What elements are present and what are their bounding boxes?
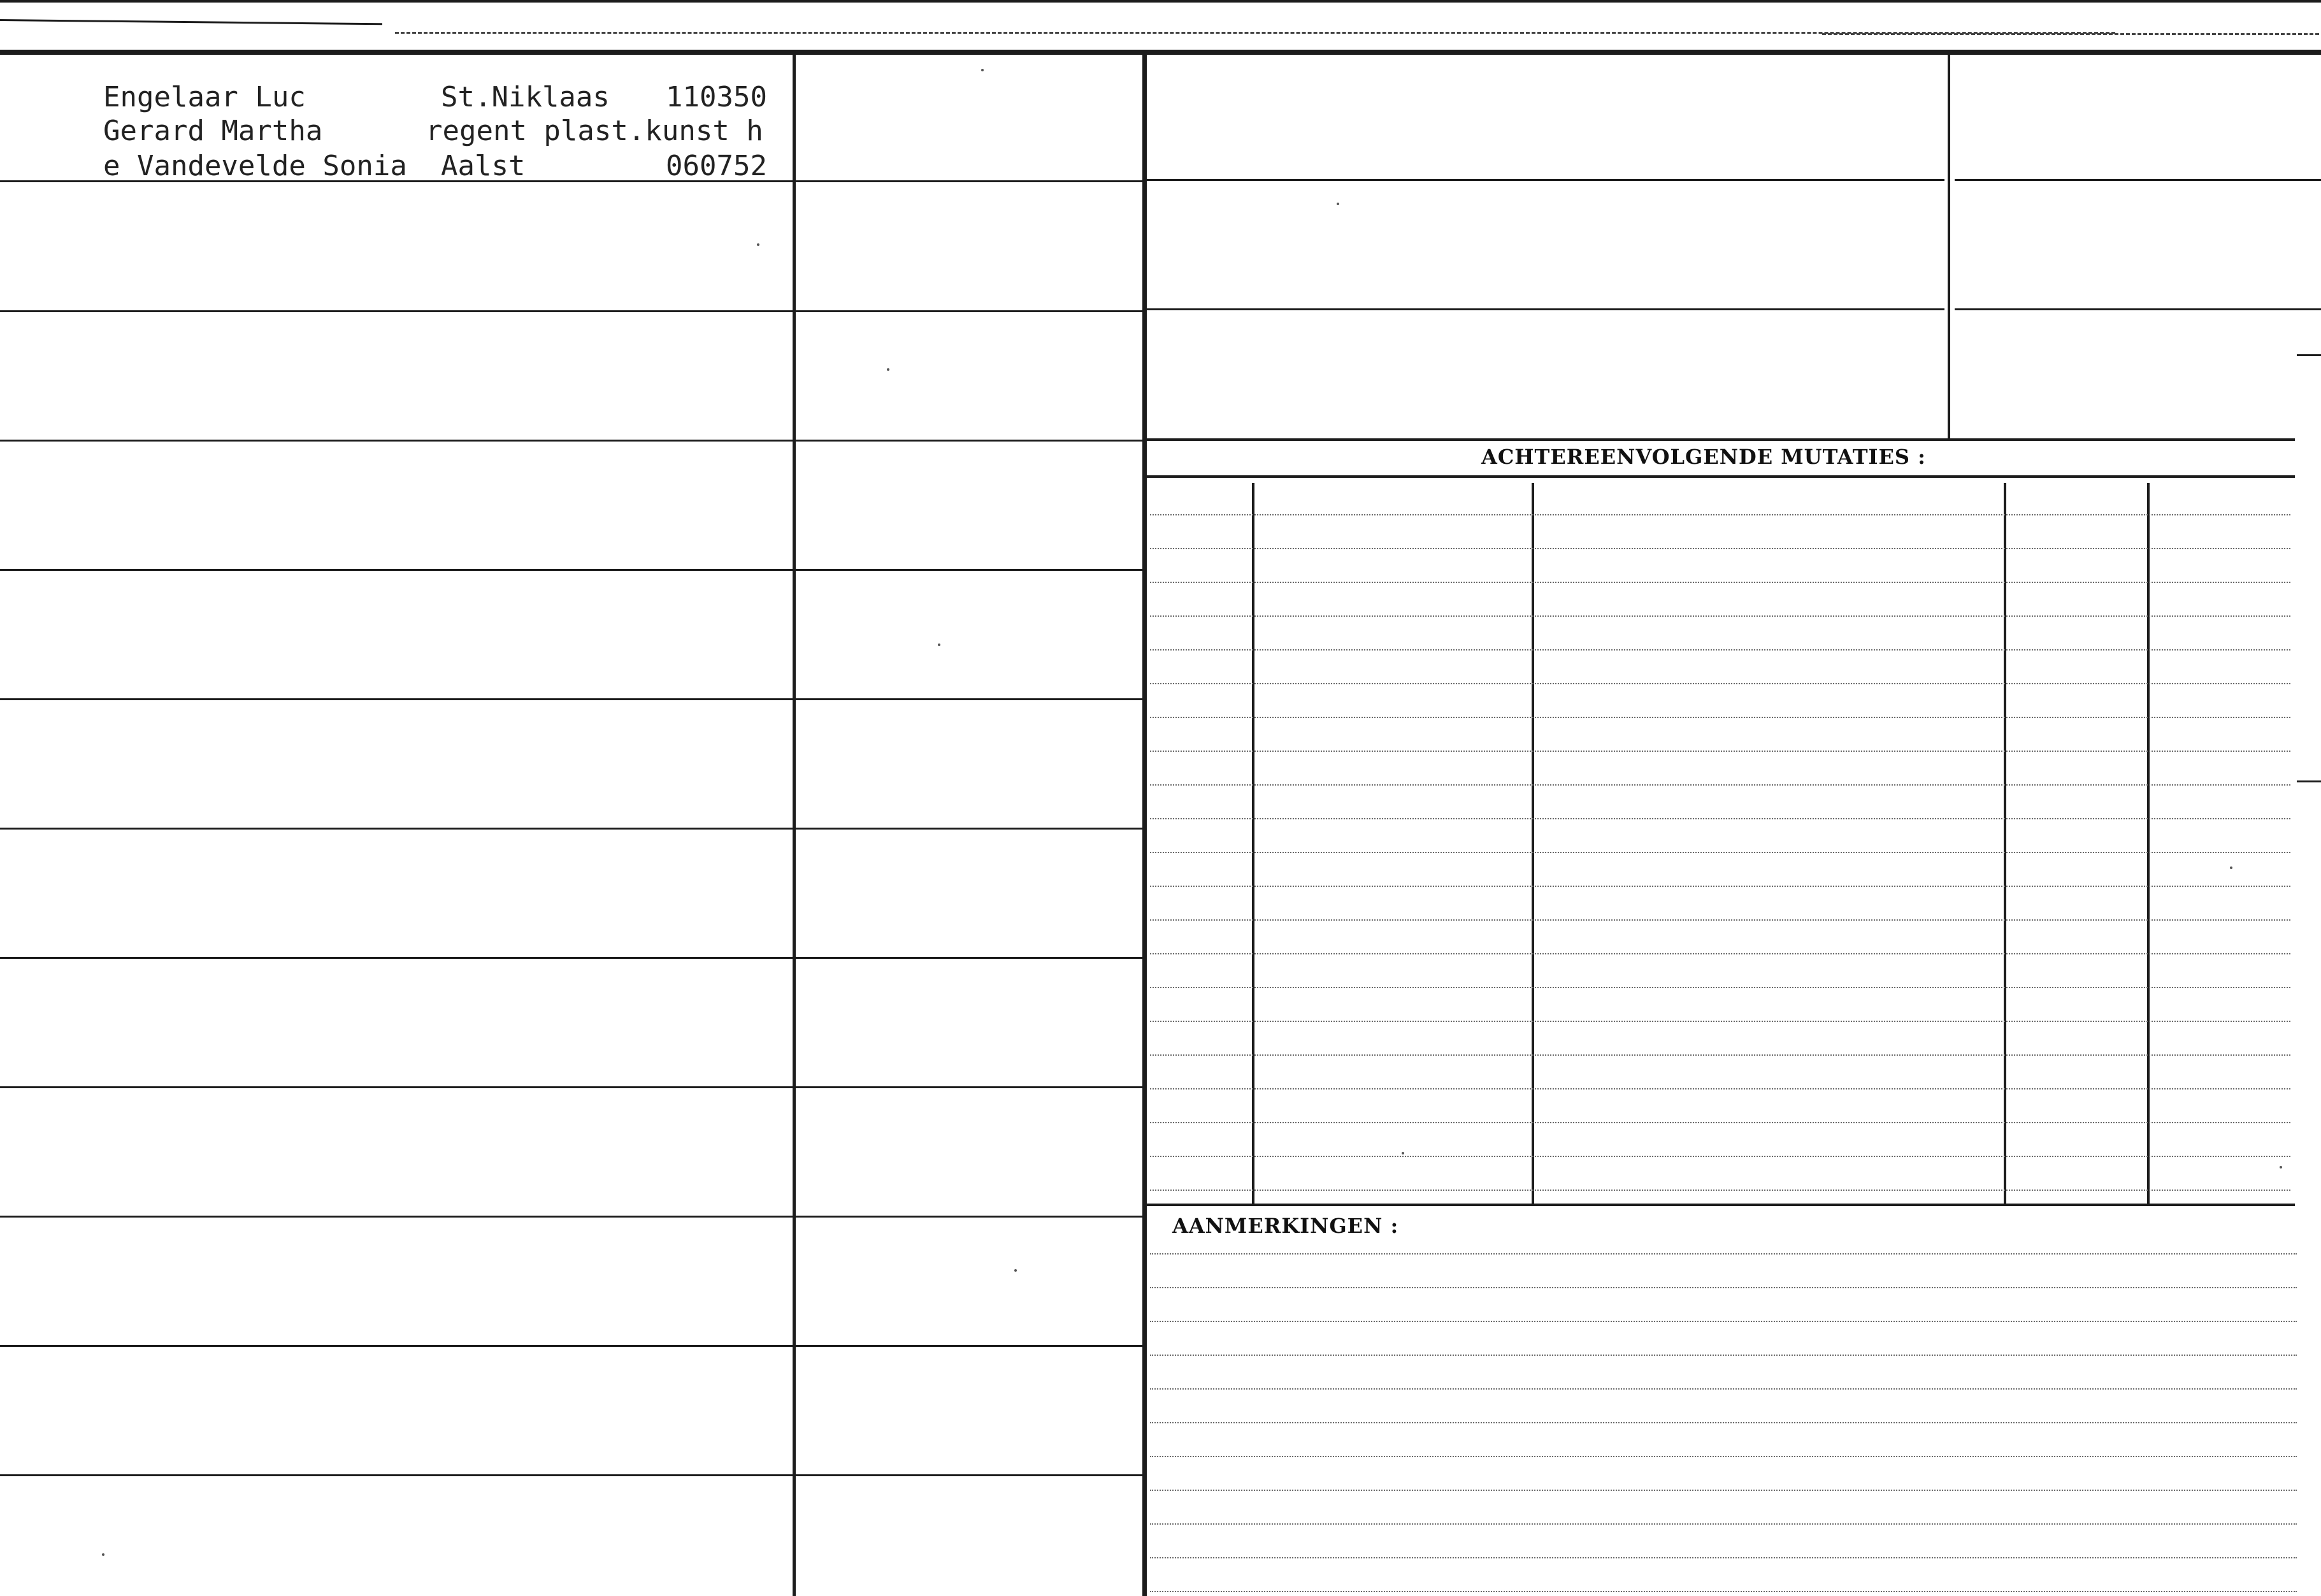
entry-name-1: Engelaar Luc [103,81,306,113]
row-divider [0,698,1142,700]
mutations-column-divider [1252,483,1254,1204]
mutations-ruled-line [1150,784,2290,786]
entry-place-1: St.Niklaas [441,81,610,113]
scan-speck [887,368,889,371]
scan-speck [1402,1152,1404,1154]
mutations-top-rule [1147,438,2295,441]
middle-column-divider [1142,52,1147,1596]
mutations-heading: ACHTEREENVOLGENDE MUTATIES : [1481,445,1926,469]
entry-name-3: e Vandevelde Sonia [103,150,407,182]
right-top-row-b [1955,308,2321,310]
mutations-ruled-line [1150,751,2290,752]
mutations-ruled-line [1150,953,2290,954]
scan-speck [102,1553,104,1556]
mutations-ruled-line [1150,683,2290,684]
row-divider [0,957,1142,959]
row-divider [0,310,1142,312]
mutations-bottom-rule [1147,1204,2295,1206]
remarks-ruled-line [1150,1388,2297,1390]
remarks-ruled-line [1150,1591,2297,1592]
margin-tick [2297,354,2321,356]
remarks-ruled-line [1150,1253,2297,1255]
entry-date-3: 060752 [666,150,767,182]
mutations-ruled-line [1150,919,2290,921]
mutations-ruled-line [1150,615,2290,617]
mutations-ruled-line [1150,1122,2290,1123]
entry-detail-2: regent plast.kunst h [426,115,763,147]
scan-speck [2230,866,2232,869]
mutations-column-divider [2147,483,2150,1204]
row-divider [0,569,1142,571]
mutations-header-rule [1147,475,2295,478]
scan-speck [1337,203,1339,205]
scan-speck [2280,1166,2282,1168]
header-dashed-rule-right [1822,33,2319,35]
mutations-column-divider [1532,483,1534,1204]
mutations-ruled-line [1150,548,2290,549]
row-divider [0,1474,1142,1476]
remarks-ruled-line [1150,1355,2297,1356]
header-top-left-stroke [0,19,382,25]
mutations-ruled-line [1150,1156,2290,1157]
mutations-column-divider [2004,483,2006,1204]
top-edge-line [0,0,2321,3]
mutations-ruled-line [1150,1021,2290,1022]
remarks-heading: AANMERKINGEN : [1172,1214,1399,1238]
mutations-ruled-line [1150,886,2290,887]
scan-speck [938,643,940,646]
mutations-ruled-line [1150,717,2290,718]
entry-place-3: Aalst [441,150,526,182]
entry-date-1: 110350 [666,81,767,113]
row-divider [0,440,1142,442]
header-rule [0,50,2321,55]
entry-name-2: Gerard Martha [103,115,323,147]
mutations-ruled-line [1150,987,2290,988]
remarks-ruled-line [1150,1422,2297,1423]
mutations-ruled-line [1150,852,2290,853]
mutations-ruled-line [1150,818,2290,819]
right-top-divider [1948,52,1950,439]
mutations-ruled-line [1150,1190,2290,1191]
row-divider [0,1345,1142,1347]
remarks-ruled-line [1150,1456,2297,1457]
mutations-ruled-line [1150,1054,2290,1056]
remarks-ruled-line [1150,1557,2297,1558]
remarks-ruled-line [1150,1490,2297,1491]
remarks-ruled-line [1150,1523,2297,1525]
scan-speck [757,243,759,246]
left-column-divider [793,52,796,1596]
row-divider [0,1216,1142,1218]
right-top-row [1147,179,1944,181]
mutations-ruled-line [1150,649,2290,651]
row-divider [0,828,1142,830]
right-top-row [1147,308,1944,310]
mutations-ruled-line [1150,582,2290,583]
remarks-ruled-line [1150,1321,2297,1322]
row-divider [0,1086,1142,1088]
scan-speck [1014,1269,1017,1272]
mutations-ruled-line [1150,1088,2290,1089]
mutations-ruled-line [1150,514,2290,515]
scan-speck [981,69,984,71]
remarks-ruled-line [1150,1287,2297,1288]
right-top-row-b [1955,179,2321,181]
margin-tick [2297,780,2321,782]
